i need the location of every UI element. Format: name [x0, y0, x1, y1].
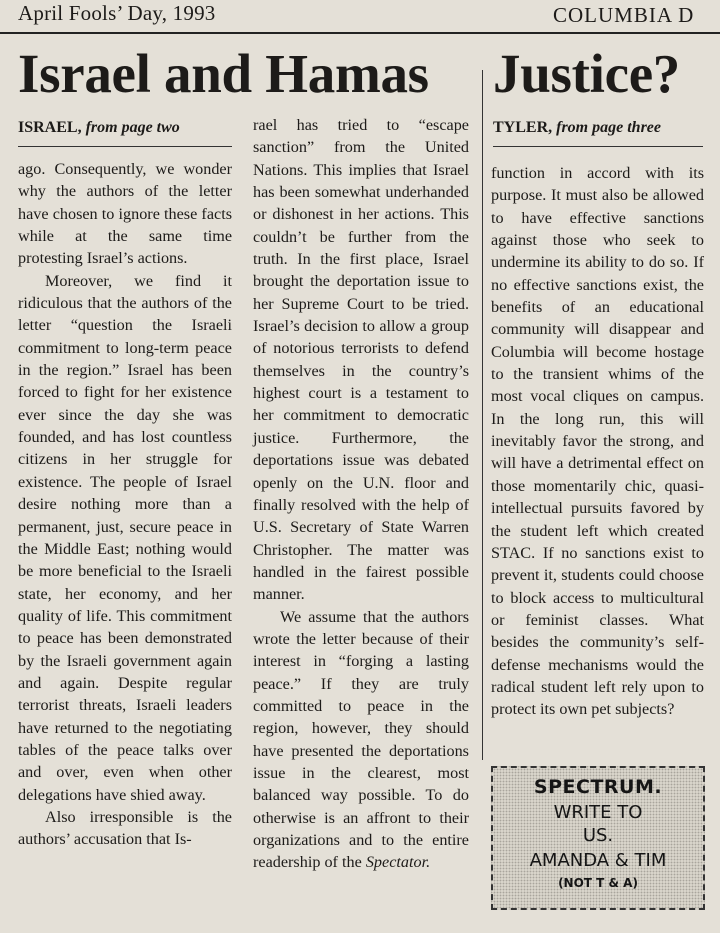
ad-line: AMANDA & TIM	[529, 850, 667, 871]
ad-line: (NOT T & A)	[558, 876, 638, 890]
paragraph: function in accord with its purpose. It must also be allowed to have effective sanctions against those who seek to undermine its ability to do so. If no effective sanctions exist, the benefits of an educational community will disappear and Columbia will become hostage to the transient whims of the most vocal cliques on campus. In the long run, this will inevitably favor the strong, and will have a detrimental effect on those momentarily chic, quasi-intellectual pursuits favored by the student left which created STAC. If no sanctions exist to prevent it, students could choose to block access to multicultural or feminist classes. What besides the community’s self-defense mechanisms would the radical student left rely upon to protect its own pet subjects?	[491, 164, 704, 719]
jump-name: ISRAEL,	[18, 119, 82, 136]
jump-name: TYLER,	[493, 119, 553, 136]
article-column-1	[18, 158, 232, 851]
jump-line-israel	[18, 116, 232, 147]
ad-line: WRITE TO	[553, 802, 643, 823]
jump-page: from page three	[556, 119, 661, 136]
spectrum-ad-box	[491, 766, 705, 910]
article-column-3	[491, 162, 704, 721]
jump-page: from page two	[85, 119, 180, 136]
newspaper-name: COLUMBIA D	[553, 3, 695, 27]
paragraph-text: We assume that the authors wrote the letter because of their interest in “forging a lasting peace.” If they are truly committed to peace in the region, however, they should have presented the deportations issue in the clearest, most balanced way possible. To do otherwise is an affront to their organizations and to the entire readership of the	[253, 607, 469, 872]
headline-justice: Justice?	[493, 43, 681, 104]
jump-line-tyler	[493, 116, 703, 147]
column-divider	[482, 70, 483, 760]
paragraph	[253, 606, 469, 874]
article-column-2	[253, 114, 469, 874]
paragraph: rael has tried to “escape sanction” from the United Nations. This implies that Israel has been somewhat underhanded or dishonest in her actions. This couldn’t be further from the truth. In the first place, Israel brought the deportation issue to her Supreme Court to be tried. Israel’s decision to allow a group of notorious terrorists to defend themselves in the country’s highest court is a testament to her commitment to democratic justice. Furthermore, the deportations issue was debated openly on the U.N. floor and finally resolved with the help of U.S. Secretary of State Warren Christopher. The matter was handled in the fairest possible manner.	[253, 116, 469, 604]
paragraph: Moreover, we find it ridiculous that the authors of the letter “question the Israeli commitment to long-term peace in the region.” Israel has been forced to fight for her existence ever since the day she was founded, and has lost countless citizens in her struggle for existence. The people of Israel desire nothing more than a permanent, just, secure peace in the Middle East; nothing would be more beneficial to the Israeli state, her economy, and her quality of life. This commitment to peace has been demonstrated by the Israeli government again and again. Despite regular terrorist threats, Israeli leaders have returned to the negotiating tables of the peace talks over and over, even when other delegations have shied away.	[18, 271, 232, 804]
publication-name: Spectator.	[365, 853, 431, 872]
masthead	[0, 0, 720, 34]
ad-line: US.	[582, 825, 614, 846]
issue-date: April Fools’ Day, 1993	[18, 1, 216, 25]
ad-title: SPECTRUM.	[533, 776, 663, 798]
headline-israel-and-hamas: Israel and Hamas	[18, 43, 429, 104]
paragraph: Also irresponsible is the authors’ accusation that Is-	[18, 807, 232, 849]
paragraph: ago. Consequently, we wonder why the authors of the letter have chosen to ignore these facts while at the same time protesting Israel’s actions.	[18, 160, 232, 268]
